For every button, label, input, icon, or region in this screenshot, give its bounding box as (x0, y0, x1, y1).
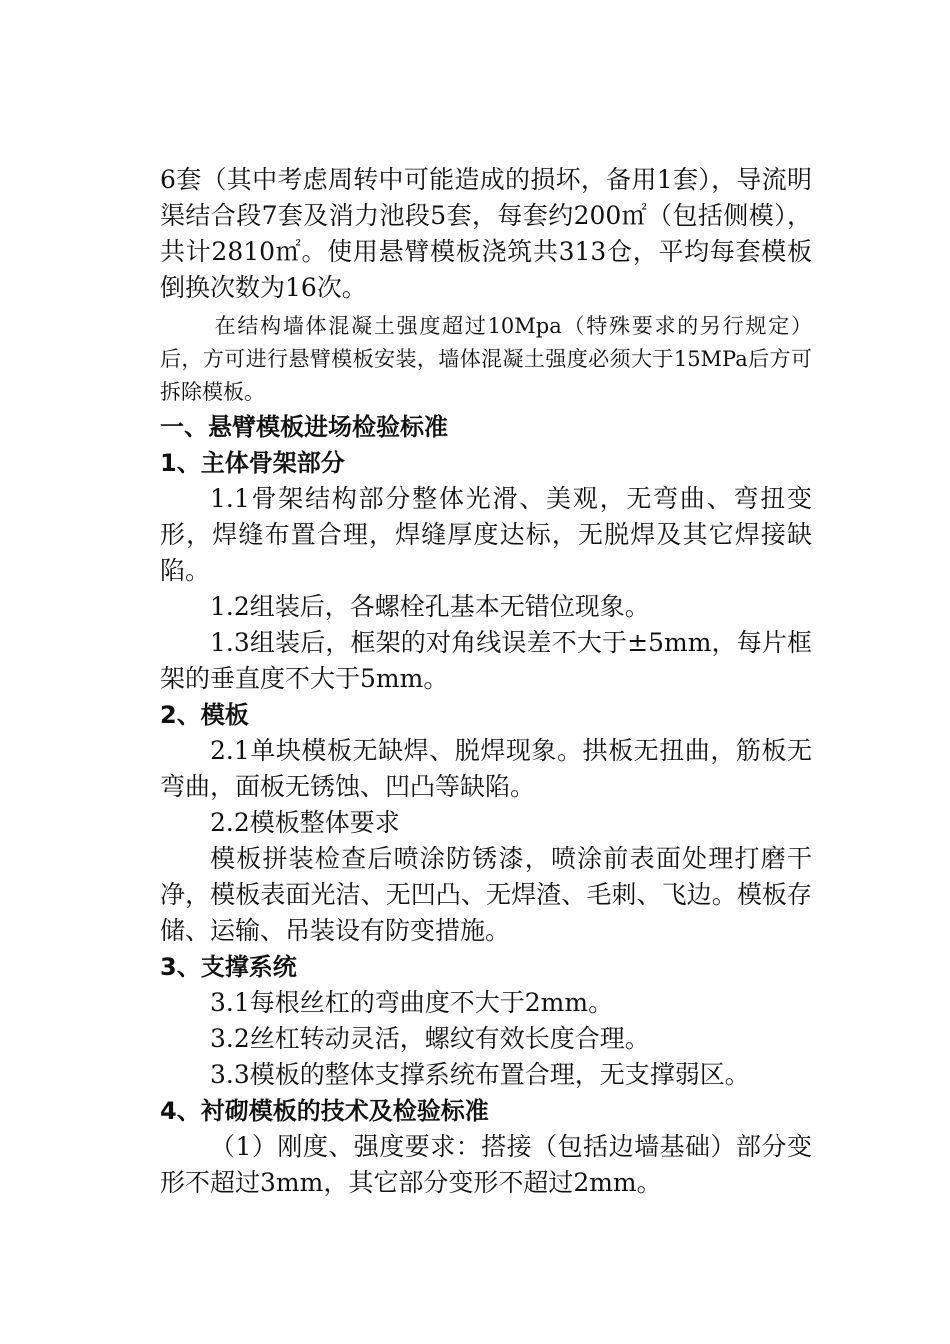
item-2-1: 2.1单块模板无缺焊、脱焊现象。拱板无扭曲，筋板无弯曲，面板无锈蚀、凹凸等缺陷。 (160, 736, 812, 801)
item-2-2: 2.2模板整体要求 (210, 808, 400, 837)
section-heading-lining: 4、衬砌模板的技术及检验标准 (160, 1097, 489, 1125)
section-heading-main: 一、悬臂模板进场检验标准 (160, 413, 448, 441)
paragraph-formwork-quantity: 6套（其中考虑周转中可能造成的损坏，备用1套），导流明渠结合段7套及消力池段5套，每套约200㎡（包括侧模），共计2810㎡。使用悬臂模板浇筑共313仓，平均每套模板倒换次数为16次。 (160, 165, 812, 302)
paragraph-concrete-strength: 在结构墙体混凝土强度超过10Mpa（特殊要求的另行规定）后，方可进行悬臂模板安装，墙体混凝土强度必须大于15MPa后方可拆除模板。 (160, 314, 812, 404)
section-heading-frame: 1、主体骨架部分 (160, 449, 345, 477)
document-page (160, 162, 812, 1201)
section-heading-support: 3、支撑系统 (160, 953, 297, 981)
item-1-1: 1.1骨架结构部分整体光滑、美观，无弯曲、弯扭变形，焊缝布置合理，焊缝厚度达标，无脱焊及其它焊接缺陷。 (160, 484, 812, 585)
section-heading-formwork: 2、模板 (160, 701, 249, 729)
item-3-3: 3.3模板的整体支撑系统布置合理，无支撑弱区。 (210, 1060, 750, 1089)
item-1-3: 1.3组装后，框架的对角线误差不大于±5mm，每片框架的垂直度不大于5mm。 (160, 628, 812, 693)
item-4-1: （1）刚度、强度要求：搭接（包括边墙基础）部分变形不超过3mm，其它部分变形不超过2mm。 (160, 1132, 812, 1197)
item-3-2: 3.2丝杠转动灵活，螺纹有效长度合理。 (210, 1024, 650, 1053)
item-3-1: 3.1每根丝杠的弯曲度不大于2mm。 (210, 988, 614, 1017)
item-2-2-body: 模板拼装检查后喷涂防锈漆，喷涂前表面处理打磨干净，模板表面光洁、无凹凸、无焊渣、毛刺、飞边。模板存储、运输、吊装设有防变措施。 (160, 844, 812, 945)
item-1-2: 1.2组装后，各螺栓孔基本无错位现象。 (210, 592, 650, 621)
